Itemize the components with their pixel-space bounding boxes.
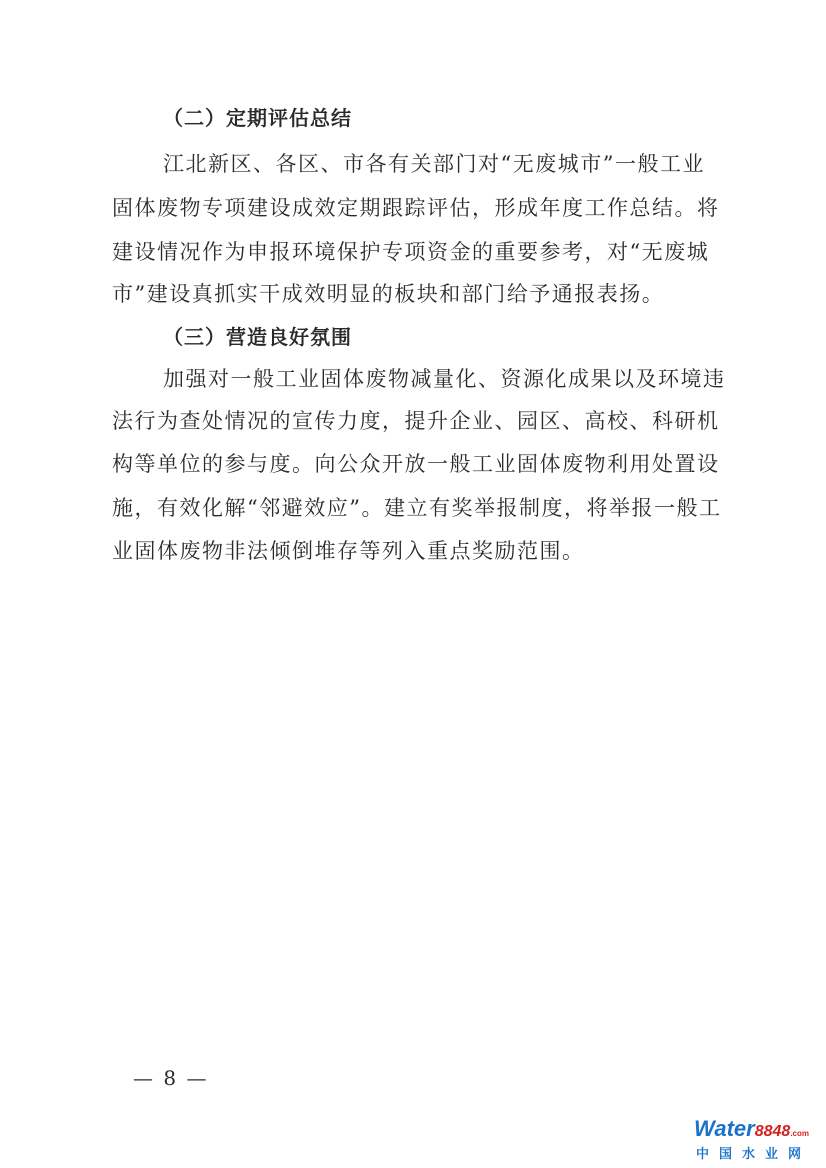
paragraph-line: 法行为查处情况的宣传力度，提升企业、园区、高校、科研机 — [112, 409, 720, 433]
watermark-word: Water — [694, 1116, 755, 1141]
watermark-logo — [694, 1118, 822, 1164]
paragraph-line: 江北新区、各区、市各有关部门对“无废城市”一般工业 — [163, 152, 705, 176]
paragraph-line: 构等单位的参与度。向公众开放一般工业固体废物利用处置设 — [112, 452, 720, 476]
section-heading-2: （二）定期评估总结 — [163, 106, 352, 130]
watermark-number: 8848 — [754, 1123, 791, 1140]
paragraph-line: 业固体废物非法倾倒堆存等列入重点奖励范围。 — [112, 539, 585, 563]
paragraph-line: 施，有效化解“邻避效应”。建立有奖举报制度，将举报一般工 — [112, 496, 722, 520]
paragraph-line: 市”建设真抓实干成效明显的板块和部门给予通报表扬。 — [112, 282, 665, 306]
paragraph-line: 固体废物专项建设成效定期跟踪评估，形成年度工作总结。将 — [112, 196, 720, 220]
watermark-wordmark — [694, 1118, 809, 1145]
paragraph-line: 加强对一般工业固体废物减量化、资源化成果以及环境违 — [163, 367, 726, 391]
watermark-subtitle: 中国水业网 — [696, 1147, 812, 1162]
watermark-domain: .com — [790, 1129, 809, 1138]
page-number: — 8 — — [133, 1066, 209, 1090]
paragraph-line: 建设情况作为申报环境保护专项资金的重要参考，对“无废城 — [112, 240, 710, 264]
section-heading-3: （三）营造良好氛围 — [163, 325, 352, 349]
